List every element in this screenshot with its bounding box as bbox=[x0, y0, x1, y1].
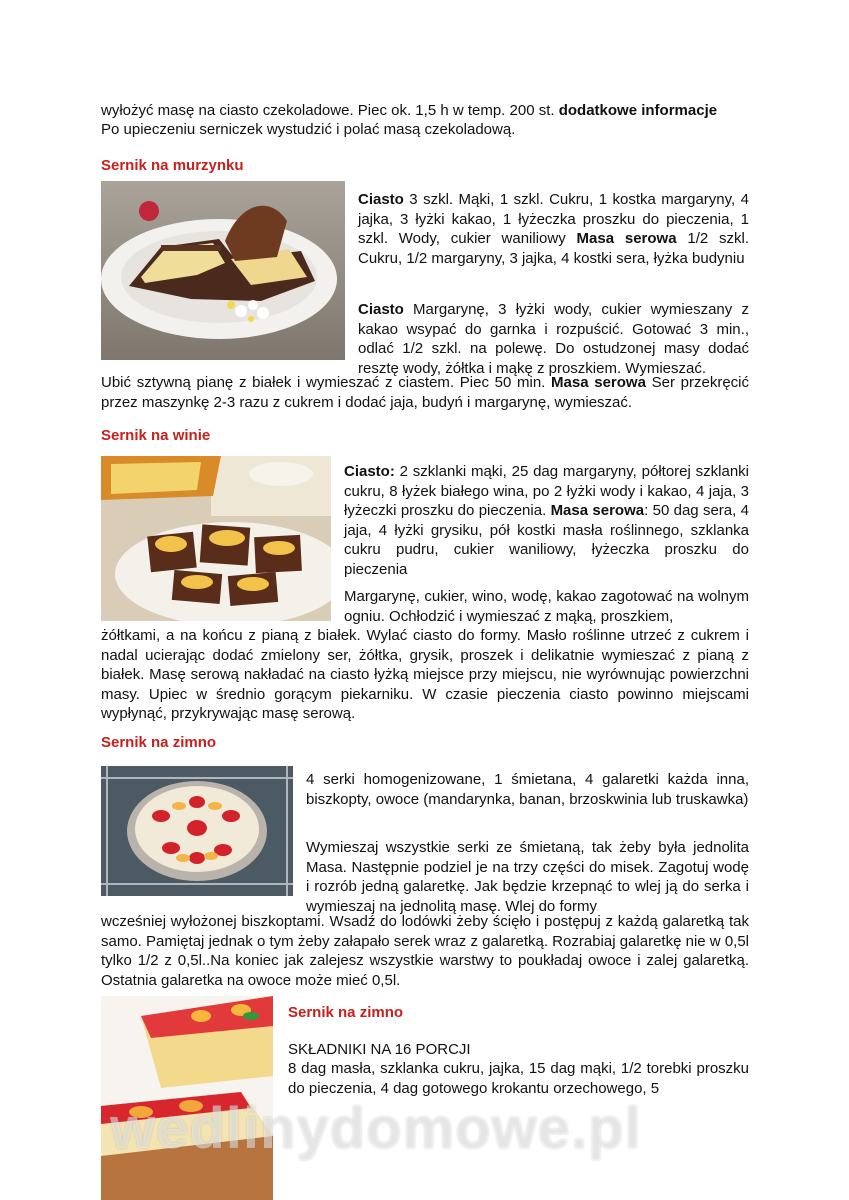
recipe-4-text: 8 dag masła, szklanka cukru, jajka, 15 dag mąki, 1/2 torebki proszku do pieczenia, 4 dag gotowego krokantu orzechowego, 5 bbox=[288, 1060, 749, 1097]
recipe-3-ingredients: 4 serki homogenizowane, 1 śmietana, 4 galaretki każda inna, biszkopty, owoce (mandarynka, banan, brzoskwinia lub truskawka) bbox=[306, 771, 749, 808]
intro-line-2: Po upieczeniu serniczek wystudzić i polać masą czekoladową. bbox=[101, 121, 516, 138]
recipe-1-method-full bbox=[101, 373, 749, 412]
recipe-3-photo bbox=[101, 766, 293, 896]
ingredients-text: 3 szkl. Mąki, 1 szkl. Cukru, 1 kostka margaryny, 4 jajka, 3 łyżki kakao, 1 łyżeczka proszku do pieczenia, 1 szkl. Wody, cukier waniliowy bbox=[358, 191, 749, 247]
recipe-2-photo bbox=[101, 456, 331, 621]
method-full-text-2: Ser przekręcić przez maszynkę 2-3 razu z cukrem i dodać jaja, budyń i margarynę, wymieszać. bbox=[101, 374, 749, 411]
recipe-4-subtitle: SKŁADNIKI NA 16 PORCJI bbox=[288, 1041, 471, 1058]
recipe-3-method-full: wcześniej wyłożonej biszkoptami. Wsadź do lodówki żeby ścięło i postępuj z każdą galaretką tak samo. Pamiętaj jednak o tym żeby załapało serek wraz z galaretką. Rozrabiaj galaretkę nie w 0,5l tylko 1/2 z 0,5l..Na koniec jak zalejesz wszystkie warstwy to poukładaj owoce i zalej galaretką. Ostatnia galaretka na owoce może mieć 0,5l. bbox=[101, 913, 749, 989]
method-full-text: Ubić sztywną pianę z białek i wymieszać z ciastem. Piec 50 min. bbox=[101, 374, 552, 391]
label-masa-serowa: Masa serowa bbox=[576, 230, 677, 247]
method-text: Margarynę, 3 łyżki wody, cukier wymieszany z kakao wsypać do garnka i rozpuścić. Gotować 3 min., odlać 1/2 szkl. na polewę. Do ostudzonej masy dodać resztę wody, żółtka i mąkę z proszkiem. Wymieszać. bbox=[358, 301, 749, 377]
recipe-3-method: Wymieszaj wszystkie serki ze śmietaną, tak żeby była jednolita Masa. Następnie podziel je na trzy części do misek. Zagotuj wodę i rozrób jedną galaretkę. Jak będzie krzepnąć to wlej ją do serka i wymieszaj na jednolitą masę. Wlej do formy bbox=[306, 839, 749, 915]
watermark: wedlinydomowe.pl bbox=[110, 1096, 642, 1161]
recipe-2-method-full: żółtkami, a na końcu z pianą z białek. Wylać ciasto do formy. Masło roślinne utrzeć z cukrem i nadal ucierając dodać zmielony ser, żółtka, grysik, proszek i delikatnie wymieszać z pianą z białek. Masę serową nakładać na ciasto łyżką miejsce przy miejscu, nie wyrównując powierzchni masy. Upiec w średnio gorącym piekarniku. W czasie pieczenia ciasto powinno miejscami wypłynąć, przykrywając masę serową. bbox=[101, 627, 749, 722]
label-ciasto: Ciasto: bbox=[344, 463, 395, 480]
recipe-1-title: Sernik na murzynku bbox=[101, 157, 244, 174]
recipe-2-method: Margarynę, cukier, wino, wodę, kakao zagotować na wolnym ogniu. Ochłodzić i wymieszać z mąką, proszkiem, bbox=[344, 588, 749, 625]
recipe-2-ingredients bbox=[344, 462, 749, 579]
recipe-2-title: Sernik na winie bbox=[101, 427, 211, 444]
label-ciasto-method: Ciasto bbox=[358, 301, 404, 318]
ingredients-text: 2 szklanki mąki, 25 dag margaryny, półtorej szklanki cukru, 8 łyżek białego wina, po 2 łyżki wody i kakao, 4 jaja, 3 łyżeczki proszku do pieczenia. bbox=[344, 463, 749, 519]
recipe-3-title: Sernik na zimno bbox=[101, 734, 217, 751]
recipe-1-method bbox=[358, 300, 749, 378]
label-masa-serowa: Masa serowa bbox=[550, 502, 645, 519]
label-masa-serowa-method: Masa serowa bbox=[551, 374, 646, 391]
ingredients-text-2: 1/2 szkl. Cukru, 1/2 margaryny, 3 jajka, 4 kostki sera, łyżka budyniu bbox=[358, 230, 749, 267]
label-ciasto: Ciasto bbox=[358, 191, 404, 208]
recipe-1-photo bbox=[101, 181, 345, 360]
intro-bold: dodatkowe informacje bbox=[558, 102, 718, 119]
ingredients-text-2: : 50 dag sera, 4 jaja, 4 łyżki grysiku, pół kostki masła roślinnego, szklanka cukru pudru, cukier waniliowy, łyżeczka proszku do pieczenia bbox=[344, 502, 749, 578]
recipe-4-title: Sernik na zimno bbox=[288, 1004, 404, 1021]
intro-text: wyłożyć masę na ciasto czekoladowe. Piec ok. 1,5 h w temp. 200 st. bbox=[101, 102, 559, 119]
recipe-1-ingredients bbox=[358, 190, 749, 268]
intro-line-1 bbox=[101, 101, 749, 121]
